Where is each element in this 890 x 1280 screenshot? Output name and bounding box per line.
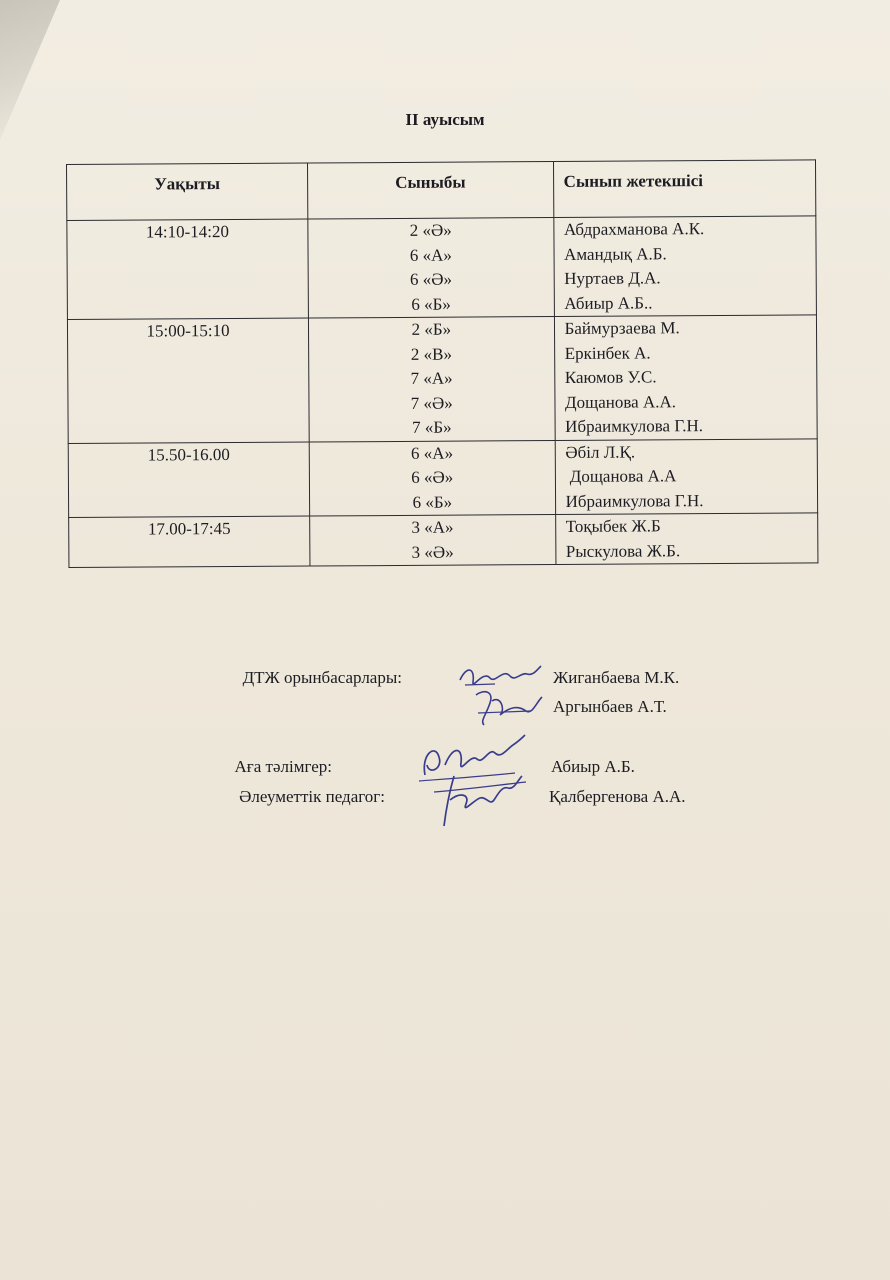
- teacher-name: Әбіл Л.Қ.: [565, 442, 636, 462]
- teacher-name: Амандық А.Б.: [564, 243, 667, 264]
- teacher-name: Нуртаев Д.А.: [564, 268, 661, 288]
- class-name: 2 «В»: [410, 344, 453, 364]
- social-pedagogue-label: Әлеуметтік педагог:: [239, 787, 385, 806]
- mentor-name: Абиыр А.Б.: [551, 757, 635, 776]
- class-name: 3 «А»: [411, 517, 454, 537]
- deputies-label: ДТЖ орынбасарлары:: [242, 668, 402, 687]
- header-time: Уақыты: [67, 163, 308, 220]
- class-name: 2 «Б»: [411, 319, 452, 339]
- social-pedagogue-name: Қалбергенова А.А.: [549, 787, 686, 806]
- class-name: 6 «Б»: [412, 492, 453, 512]
- class-name: 2 «Ә»: [409, 220, 452, 240]
- teacher-name: Тоқыбек Ж.Б: [565, 516, 661, 536]
- time-slot: 15.50-16.00: [147, 444, 230, 465]
- deputy-name-2: Аргынбаев А.Т.: [553, 697, 667, 716]
- class-name: 6 «Ә»: [411, 467, 454, 487]
- handwritten-signature-deputy-2: [470, 685, 550, 730]
- deputy-name-1: Жиганбаева М.К.: [553, 668, 680, 687]
- teacher-name: Каюмов У.С.: [564, 367, 657, 387]
- teacher-name: Абдрахманова А.К.: [563, 219, 705, 239]
- teacher-name: Дощанова А.А: [565, 466, 677, 486]
- time-slot: 17.00-17:45: [147, 519, 231, 539]
- class-name: 3 «Ә»: [411, 542, 454, 562]
- teacher-name: Дощанова А.А.: [564, 391, 677, 412]
- teacher-name: Абиыр А.Б..: [564, 292, 653, 313]
- class-name: 7 «А»: [410, 368, 453, 388]
- teacher-name: Баймурзаева М.: [564, 318, 680, 338]
- mentor-label: Аға тәлімгер:: [234, 757, 332, 776]
- class-name: 7 «Ә»: [410, 393, 453, 413]
- teacher-name: Ибраимкулова Г.Н.: [565, 490, 704, 511]
- header-class: Сыныбы: [308, 162, 554, 219]
- class-name: 6 «Б»: [411, 294, 451, 314]
- time-slot: 15:00-15:10: [146, 321, 230, 341]
- class-name: 7 «Б»: [412, 417, 452, 437]
- teacher-name: Рыскулова Ж.Б.: [565, 540, 681, 561]
- time-slot: 14:10-14:20: [145, 222, 230, 242]
- header-teacher: Сынып жетекшісі: [553, 160, 816, 218]
- teacher-name: Ибраимкулова Г.Н.: [565, 416, 704, 436]
- teacher-name: Еркінбек А.: [564, 342, 651, 363]
- class-name: 6 «А»: [410, 443, 454, 463]
- class-name: 6 «Ә»: [409, 269, 453, 289]
- class-name: 6 «А»: [409, 245, 452, 265]
- page-title: II ауысым: [405, 110, 485, 129]
- handwritten-signature-social-pedagogue: [430, 770, 530, 830]
